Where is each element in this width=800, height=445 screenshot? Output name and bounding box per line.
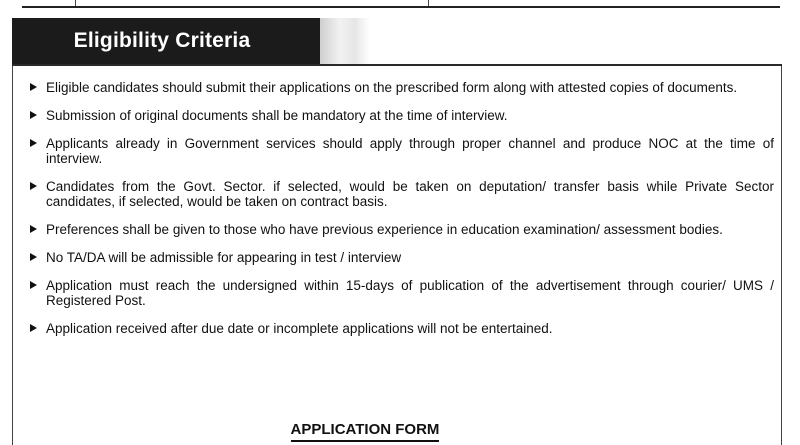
application-form-heading [0,421,730,438]
criteria-item [30,179,774,209]
top-border-rule [22,0,780,8]
header-banner [12,18,320,64]
criteria-text: Eligible candidates should submit their applications on the prescribed form along with attested copies of documents. [46,80,738,95]
criteria-item [30,250,774,265]
triangle-bullet-icon [30,139,37,147]
criteria-item [30,278,774,308]
header-fade-decoration [320,18,370,64]
criteria-list [30,80,774,349]
criteria-text: Preferences shall be given to those who have previous experience in education examination/ assessment bodies. [46,222,723,237]
criteria-item [30,80,774,95]
triangle-bullet-icon [30,225,37,233]
criteria-item [30,136,774,166]
right-border [781,66,782,445]
section-title: Eligibility Criteria [73,29,251,52]
triangle-bullet-icon [30,182,37,190]
top-divider-tick [75,0,76,6]
left-border [12,66,13,445]
top-divider-tick [428,0,429,6]
criteria-text: Candidates from the Govt. Sector. if selected, would be taken on deputation/ transfer basis while Private Sector candidates, if selected, would be taken on contract basis. [46,179,774,209]
criteria-text: Application must reach the undersigned within 15-days of publication of the advertisement through courier/ UMS / Registered Post. [46,278,774,308]
triangle-bullet-icon [30,83,37,91]
criteria-item [30,222,774,237]
triangle-bullet-icon [30,253,37,261]
triangle-bullet-icon [30,324,37,332]
criteria-item [30,321,774,336]
application-form-title: APPLICATION FORM [291,421,440,442]
criteria-text: Application received after due date or incomplete applications will not be entertained. [46,321,553,336]
header-underline [12,64,782,66]
section-header [12,18,782,66]
criteria-text: Submission of original documents shall be mandatory at the time of interview. [46,108,508,123]
criteria-text: No TA/DA will be admissible for appearing in test / interview [46,250,402,265]
criteria-item [30,108,774,123]
triangle-bullet-icon [30,281,37,289]
criteria-text: Applicants already in Government services should apply through proper channel and produce NOC at the time of interview. [46,136,774,166]
triangle-bullet-icon [30,111,37,119]
